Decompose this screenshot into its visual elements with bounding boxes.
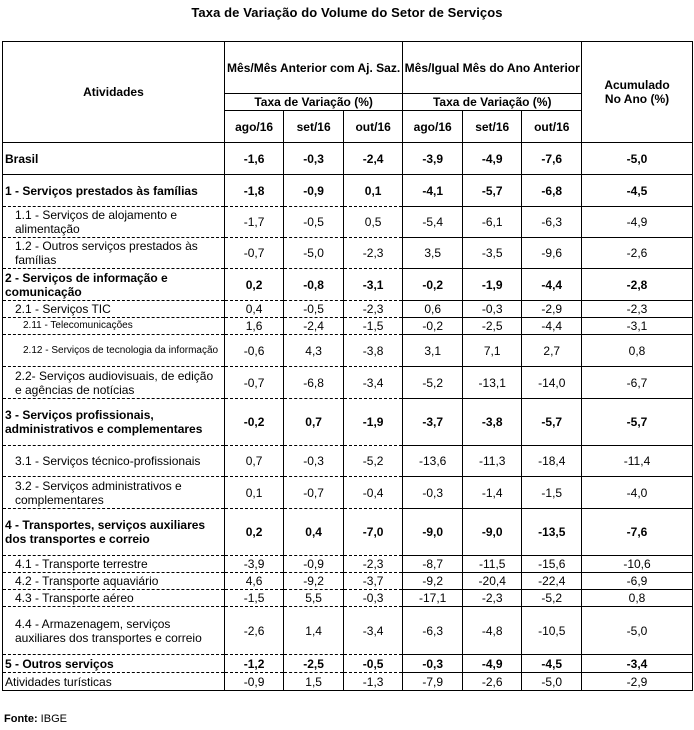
yoy-value-set-16: -3,8 [462, 399, 522, 446]
yoy-value-ago-16: -17,1 [403, 590, 463, 607]
yoy-value-set-16: -4,9 [462, 655, 522, 673]
mom-value-set-16: -0,9 [284, 556, 344, 573]
header-activities: Atividades [3, 42, 225, 143]
table-body [3, 143, 693, 691]
accumulated-value: 0,8 [582, 335, 693, 367]
mom-value-set-16: -0,5 [284, 301, 344, 318]
yoy-value-set-16: 7,1 [462, 335, 522, 367]
activity-label: 2.2- Serviços audiovisuais, de edição e agências de notícias [3, 367, 225, 399]
accumulated-value: -11,4 [582, 446, 693, 477]
activity-label: 4.1 - Transporte terrestre [3, 556, 225, 573]
accumulated-value: -6,9 [582, 573, 693, 590]
yoy-value-ago-16: -0,3 [403, 655, 463, 673]
mom-value-set-16: -0,7 [284, 477, 344, 509]
yoy-value-out-16: -22,4 [522, 573, 582, 590]
table-row [3, 509, 693, 556]
mom-value-out-16: -3,4 [343, 367, 403, 399]
yoy-value-out-16: -5,2 [522, 590, 582, 607]
activity-label: 4 - Transportes, serviços auxiliares dos transportes e correio [3, 509, 225, 556]
table-row [3, 318, 693, 335]
table-row [3, 207, 693, 238]
accumulated-value: -5,0 [582, 143, 693, 175]
activity-label: 4.2 - Transporte aquaviário [3, 573, 225, 590]
yoy-value-set-16: -9,0 [462, 509, 522, 556]
table-row [3, 399, 693, 446]
yoy-value-out-16: -7,6 [522, 143, 582, 175]
activity-label: 2.12 - Serviços de tecnologia da informação [3, 335, 225, 367]
mom-value-ago-16: 0,1 [224, 477, 284, 509]
mom-value-set-16: -5,0 [284, 238, 344, 269]
activity-label: 2.1 - Serviços TIC [3, 301, 225, 318]
yoy-value-set-16: -2,3 [462, 590, 522, 607]
mom-value-set-16: 1,4 [284, 607, 344, 655]
yoy-value-set-16: -13,1 [462, 367, 522, 399]
mom-value-set-16: 5,5 [284, 590, 344, 607]
activity-label: 3.2 - Serviços administrativos e complementares [3, 477, 225, 509]
mom-value-ago-16: -3,9 [224, 556, 284, 573]
mom-value-ago-16: 0,2 [224, 269, 284, 301]
header-month-over-month-seasonally-adjusted: Mês/Mês Anterior com Aj. Saz. [224, 42, 403, 94]
yoy-value-out-16: -4,4 [522, 269, 582, 301]
mom-value-out-16: -3,4 [343, 607, 403, 655]
yoy-value-ago-16: -9,2 [403, 573, 463, 590]
yoy-value-out-16: -4,5 [522, 655, 582, 673]
header-month-sep-g1: set/16 [284, 111, 344, 143]
activity-label: 2.11 - Telecomunicações [3, 318, 225, 335]
source-label: Fonte: [4, 713, 38, 725]
header-accumulated-year: Acumulado No Ano (%) [582, 42, 693, 143]
yoy-value-ago-16: -3,9 [403, 143, 463, 175]
yoy-value-set-16: -0,3 [462, 301, 522, 318]
yoy-value-ago-16: -13,6 [403, 446, 463, 477]
mom-value-out-16: -0,3 [343, 590, 403, 607]
yoy-value-ago-16: 0,6 [403, 301, 463, 318]
accumulated-value: -5,7 [582, 399, 693, 446]
accumulated-value: -2,8 [582, 269, 693, 301]
mom-value-ago-16: -1,5 [224, 590, 284, 607]
activity-label: 3 - Serviços profissionais, administrativos e complementares [3, 399, 225, 446]
header-month-oct-g1: out/16 [343, 111, 403, 143]
yoy-value-ago-16: -7,9 [403, 673, 463, 691]
yoy-value-out-16: -2,9 [522, 301, 582, 318]
mom-value-set-16: 1,5 [284, 673, 344, 691]
yoy-value-set-16: -6,1 [462, 207, 522, 238]
mom-value-out-16: -2,3 [343, 556, 403, 573]
yoy-value-out-16: -6,8 [522, 175, 582, 207]
mom-value-out-16: -1,3 [343, 673, 403, 691]
mom-value-set-16: -6,8 [284, 367, 344, 399]
accumulated-value: -10,6 [582, 556, 693, 573]
accumulated-value: -6,7 [582, 367, 693, 399]
table-row [3, 367, 693, 399]
accumulated-value: -4,0 [582, 477, 693, 509]
table-row [3, 477, 693, 509]
mom-value-ago-16: -1,8 [224, 175, 284, 207]
mom-value-ago-16: -0,7 [224, 367, 284, 399]
mom-value-set-16: 4,3 [284, 335, 344, 367]
activity-label: 1 - Serviços prestados às famílias [3, 175, 225, 207]
yoy-value-set-16: -1,9 [462, 269, 522, 301]
header-month-oct-g2: out/16 [522, 111, 582, 143]
accumulated-value: -2,3 [582, 301, 693, 318]
mom-value-set-16: -2,4 [284, 318, 344, 335]
accumulated-value: -7,6 [582, 509, 693, 556]
yoy-value-ago-16: -4,1 [403, 175, 463, 207]
mom-value-out-16: -0,4 [343, 477, 403, 509]
yoy-value-ago-16: -9,0 [403, 509, 463, 556]
yoy-value-ago-16: -0,2 [403, 318, 463, 335]
mom-value-ago-16: -1,6 [224, 143, 284, 175]
mom-value-out-16: -3,8 [343, 335, 403, 367]
accumulated-value: -4,5 [582, 175, 693, 207]
table-row [3, 269, 693, 301]
yoy-value-ago-16: -3,7 [403, 399, 463, 446]
yoy-value-set-16: -2,6 [462, 673, 522, 691]
yoy-value-out-16: -1,5 [522, 477, 582, 509]
yoy-value-set-16: -4,8 [462, 607, 522, 655]
mom-value-set-16: -9,2 [284, 573, 344, 590]
mom-value-ago-16: -2,6 [224, 607, 284, 655]
yoy-value-out-16: -9,6 [522, 238, 582, 269]
header-same-month-previous-year: Mês/Igual Mês do Ano Anterior [403, 42, 582, 94]
yoy-value-set-16: -4,9 [462, 143, 522, 175]
table-row [3, 335, 693, 367]
yoy-value-set-16: -5,7 [462, 175, 522, 207]
mom-value-out-16: -3,7 [343, 573, 403, 590]
yoy-value-ago-16: -0,2 [403, 269, 463, 301]
table-row [3, 175, 693, 207]
activity-label: 1.1 - Serviços de alojamento e alimentação [3, 207, 225, 238]
activity-label: 4.4 - Armazenagem, serviços auxiliares dos transportes e correio [3, 607, 225, 655]
source-value: IBGE [40, 713, 67, 725]
mom-value-out-16: -2,3 [343, 238, 403, 269]
mom-value-set-16: 0,7 [284, 399, 344, 446]
yoy-value-set-16: -3,5 [462, 238, 522, 269]
accumulated-value: -3,1 [582, 318, 693, 335]
table-row [3, 573, 693, 590]
yoy-value-out-16: -14,0 [522, 367, 582, 399]
mom-value-ago-16: -1,7 [224, 207, 284, 238]
table-title: Taxa de Variação do Volume do Setor de Serviços [191, 5, 503, 20]
table-row [3, 590, 693, 607]
yoy-value-out-16: -6,3 [522, 207, 582, 238]
mom-value-set-16: -0,3 [284, 143, 344, 175]
mom-value-ago-16: -1,2 [224, 655, 284, 673]
mom-value-out-16: -2,3 [343, 301, 403, 318]
yoy-value-out-16: -5,0 [522, 673, 582, 691]
yoy-value-out-16: -4,4 [522, 318, 582, 335]
accumulated-value: -5,0 [582, 607, 693, 655]
table-row [3, 143, 693, 175]
table-row [3, 673, 693, 691]
accumulated-value: -2,6 [582, 238, 693, 269]
mom-value-ago-16: 0,2 [224, 509, 284, 556]
table-row [3, 301, 693, 318]
yoy-value-ago-16: -5,2 [403, 367, 463, 399]
yoy-value-out-16: -10,5 [522, 607, 582, 655]
mom-value-ago-16: 4,6 [224, 573, 284, 590]
yoy-value-ago-16: 3,5 [403, 238, 463, 269]
mom-value-out-16: -5,2 [343, 446, 403, 477]
mom-value-set-16: -0,8 [284, 269, 344, 301]
activity-label: 5 - Outros serviços [3, 655, 225, 673]
yoy-value-out-16: 2,7 [522, 335, 582, 367]
yoy-value-out-16: -15,6 [522, 556, 582, 573]
table-row [3, 607, 693, 655]
mom-value-set-16: -0,3 [284, 446, 344, 477]
yoy-value-out-16: -5,7 [522, 399, 582, 446]
yoy-value-ago-16: -6,3 [403, 607, 463, 655]
mom-value-ago-16: -0,7 [224, 238, 284, 269]
accumulated-value: -4,9 [582, 207, 693, 238]
mom-value-out-16: -3,1 [343, 269, 403, 301]
mom-value-out-16: 0,5 [343, 207, 403, 238]
activity-label: 2 - Serviços de informação e comunicação [3, 269, 225, 301]
yoy-value-set-16: -11,5 [462, 556, 522, 573]
mom-value-out-16: -7,0 [343, 509, 403, 556]
mom-value-set-16: 0,4 [284, 509, 344, 556]
activity-label: 3.1 - Serviços técnico-profissionais [3, 446, 225, 477]
header-month-aug-g1: ago/16 [224, 111, 284, 143]
yoy-value-out-16: -18,4 [522, 446, 582, 477]
yoy-value-set-16: -1,4 [462, 477, 522, 509]
mom-value-set-16: -0,9 [284, 175, 344, 207]
mom-value-out-16: -1,9 [343, 399, 403, 446]
source-note [4, 713, 67, 725]
yoy-value-ago-16: -5,4 [403, 207, 463, 238]
yoy-value-ago-16: -8,7 [403, 556, 463, 573]
yoy-value-ago-16: -0,3 [403, 477, 463, 509]
accumulated-value: 0,8 [582, 590, 693, 607]
mom-value-set-16: -0,5 [284, 207, 344, 238]
header-rate-of-change-group1: Taxa de Variação (%) [224, 94, 403, 111]
services-volume-table [2, 41, 693, 691]
yoy-value-ago-16: 3,1 [403, 335, 463, 367]
yoy-value-out-16: -13,5 [522, 509, 582, 556]
yoy-value-set-16: -20,4 [462, 573, 522, 590]
mom-value-out-16: -2,4 [343, 143, 403, 175]
mom-value-ago-16: 1,6 [224, 318, 284, 335]
yoy-value-set-16: -2,5 [462, 318, 522, 335]
mom-value-ago-16: -0,9 [224, 673, 284, 691]
activity-label: Atividades turísticas [3, 673, 225, 691]
activity-label: Brasil [3, 143, 225, 175]
table-row [3, 655, 693, 673]
mom-value-set-16: -2,5 [284, 655, 344, 673]
accumulated-value: -3,4 [582, 655, 693, 673]
table-row [3, 446, 693, 477]
mom-value-ago-16: 0,7 [224, 446, 284, 477]
mom-value-ago-16: 0,4 [224, 301, 284, 318]
mom-value-ago-16: -0,2 [224, 399, 284, 446]
mom-value-out-16: -1,5 [343, 318, 403, 335]
activity-label: 4.3 - Transporte aéreo [3, 590, 225, 607]
yoy-value-set-16: -11,3 [462, 446, 522, 477]
mom-value-out-16: 0,1 [343, 175, 403, 207]
accumulated-value: -2,9 [582, 673, 693, 691]
mom-value-ago-16: -0,6 [224, 335, 284, 367]
header-month-aug-g2: ago/16 [403, 111, 463, 143]
table-row [3, 238, 693, 269]
activity-label: 1.2 - Outros serviços prestados às famílias [3, 238, 225, 269]
table-row [3, 556, 693, 573]
header-rate-of-change-group2: Taxa de Variação (%) [403, 94, 582, 111]
header-month-sep-g2: set/16 [462, 111, 522, 143]
mom-value-out-16: -0,5 [343, 655, 403, 673]
